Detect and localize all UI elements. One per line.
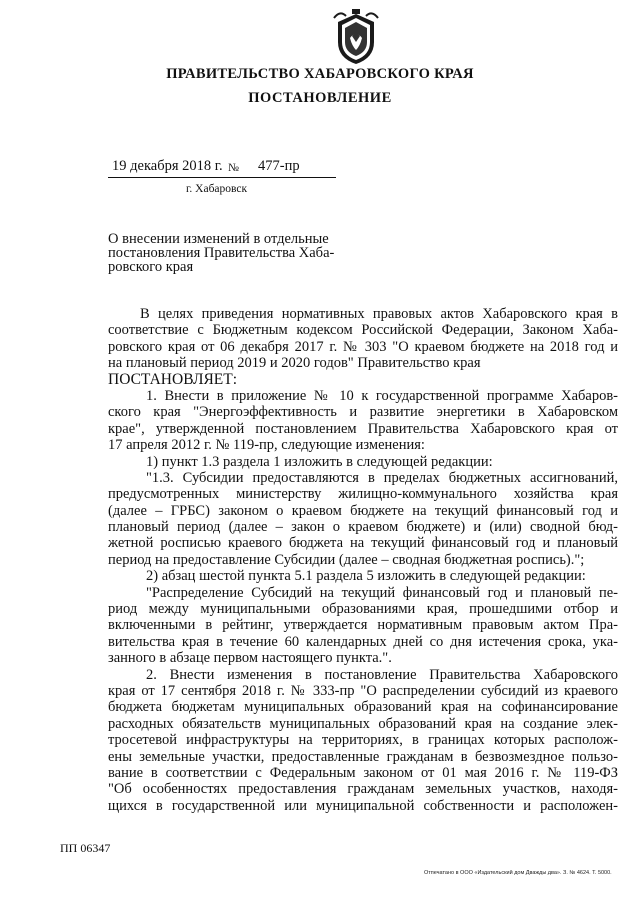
document-type: ПОСТАНОВЛЕНИЕ: [248, 90, 392, 106]
body-line: период на предоставление Субсидии (далее – сводная бюджетная роспись).";: [108, 551, 585, 568]
body-line: бюджета бюджетам муниципальных образований края на софинансирование: [108, 699, 618, 716]
body-line: вительства края в течение 60 календарных дней со дня истечения срока, ука-: [108, 633, 618, 650]
body-line: предусмотренных министерству жилищно-коммунального хозяйства края: [108, 486, 618, 503]
date-underline: [108, 177, 336, 178]
subject-line: О внесении изменений в отдельные: [108, 231, 329, 247]
document-code: ПП 06347: [60, 841, 111, 855]
body-line: 1) пункт 1.3 раздела 1 изложить в следующей редакции:: [146, 453, 493, 470]
coat-of-arms-icon: [330, 8, 382, 68]
body-line: соответствие с Бюджетным кодексом Российской Федерации, Законом Хаба-: [108, 322, 618, 339]
body-line: "1.3. Субсидии предоставляются в пределах бюджетных ассигнований,: [146, 469, 618, 486]
body-line: 17 апреля 2012 г. № 119-пр, следующие изменения:: [108, 437, 425, 454]
body-line: В целях приведения нормативных правовых актов Хабаровского края в: [140, 306, 618, 322]
body-line: жетной росписью краевого бюджета на текущий финансовый год и плановый: [108, 535, 618, 552]
body-line: крае", утвержденной постановлением Правительства Хабаровского края от: [108, 420, 618, 437]
number-label: №: [228, 162, 239, 174]
body-line: "Распределение Субсидий на текущий финансовый год и плановый пе-: [146, 584, 618, 601]
body-line: (далее – ГРБС) законом о краевом бюджете на текущий финансовый год и: [108, 502, 618, 519]
subject-line: ровского края: [108, 259, 194, 275]
body-line: щихся в государственной или муниципальной собственности и расположен-: [108, 797, 618, 814]
document-place: г. Хабаровск: [186, 183, 248, 195]
document-number: 477-пр: [258, 158, 300, 174]
document-subject: [108, 232, 348, 274]
body-line: включенными в рейтинг, утверждается нормативным правовым актом Пра-: [108, 617, 618, 634]
date-number-line: [108, 156, 336, 178]
print-note: Отпечатано в ООО «Издательский дом Дважды два». З. № 4624. Т. 5000.: [424, 870, 612, 876]
body-line: занного в абзаце первом настоящего пункта.".: [108, 650, 392, 667]
document-body: [108, 306, 618, 814]
body-line: расходных обязательств муниципальных образований края на создание элек-: [108, 715, 618, 732]
organization-title: ПРАВИТЕЛЬСТВО ХАБАРОВСКОГО КРАЯ: [166, 66, 474, 82]
body-line: 1. Внести в приложение № 10 к государственной программе Хабаров-: [146, 387, 618, 404]
body-line: ровского края от 06 декабря 2017 г. № 303 "О краевом бюджете на 2018 год и: [108, 338, 618, 355]
body-line: края от 17 сентября 2018 г. № 333-пр "О распределении субсидий из краевого: [108, 682, 618, 699]
body-line: плановый период (далее – закон о краевом бюджете) и (или) сводной бюд-: [108, 519, 618, 536]
body-line: 2. Внести изменения в постановление Правительства Хабаровского: [146, 666, 618, 683]
body-line: ПОСТАНОВЛЯЕТ:: [108, 370, 238, 388]
body-line: 2) абзац шестой пункта 5.1 раздела 5 изложить в следующей редакции:: [146, 568, 586, 585]
body-line: "Об особенностях предоставления гражданам земельных участков, находя-: [108, 781, 618, 798]
body-line: тросетевой инфраструктуры на территориях, в границах которых располож-: [108, 732, 618, 749]
body-line: ского края "Энергоэффективность и развитие энергетики в Хабаровском: [108, 404, 618, 421]
body-line: риод между муниципальными образованиями края, прошедшими отбор и: [108, 601, 618, 618]
body-line: на плановый период 2019 и 2020 годов" Правительство края: [108, 355, 481, 372]
document-date: 19 декабря 2018 г.: [112, 158, 223, 174]
subject-line: постановления Правительства Хаба-: [108, 245, 335, 261]
body-line: ены земельные участки, предоставленные гражданам в безвозмездное пользо-: [108, 748, 618, 765]
body-line: вание в соответствии с Федеральным законом от 01 мая 2016 г. № 119-ФЗ: [108, 764, 618, 781]
